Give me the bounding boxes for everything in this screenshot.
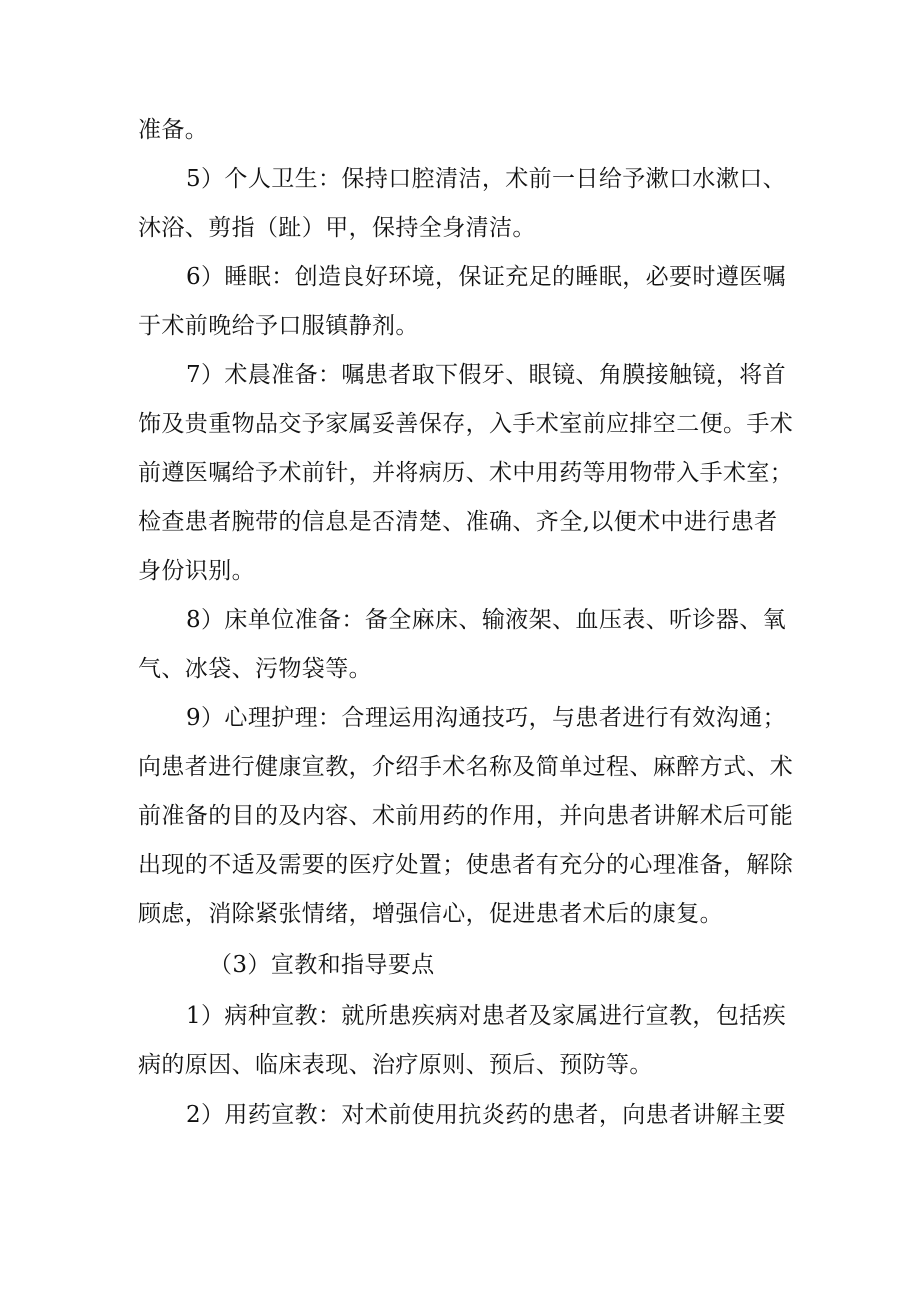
paragraph-line: 6）睡眠：创造良好环境，保证充足的睡眠，必要时遵医嘱 xyxy=(186,264,787,290)
paragraph-line: 1）病种宣教：就所患疾病对患者及家属进行宣教，包括疾 xyxy=(186,1003,787,1029)
paragraph-line: 于术前晚给予口服镇静剂。 xyxy=(138,313,419,339)
paragraph-line: 饰及贵重物品交予家属妥善保存，入手术室前应排空二便。手术 xyxy=(138,411,794,437)
paragraph-line: 7）术晨准备：嘱患者取下假牙、眼镜、角膜接触镜，将首 xyxy=(186,362,787,388)
paragraph-line: 身份识别。 xyxy=(138,558,255,584)
paragraph-line: 气、冰袋、污物袋等。 xyxy=(138,656,372,682)
paragraph-line: 准备。 xyxy=(138,117,209,143)
paragraph-line: 9）心理护理：合理运用沟通技巧，与患者进行有效沟通； xyxy=(186,705,787,731)
paragraph-line: 顾虑，消除紧张情绪，增强信心，促进患者术后的康复。 xyxy=(138,901,723,927)
paragraph-line: 8）床单位准备：备全麻床、输液架、血压表、听诊器、氧 xyxy=(186,607,787,633)
paragraph-line: 出现的不适及需要的医疗处置；使患者有充分的心理准备，解除 xyxy=(138,852,794,878)
paragraph-line: 5）个人卫生：保持口腔清洁，术前一日给予漱口水漱口、 xyxy=(186,166,787,192)
paragraph-line: 2）用药宣教：对术前使用抗炎药的患者，向患者讲解主要 xyxy=(186,1102,787,1128)
paragraph-line: 检查患者腕带的信息是否清楚、准确、齐全,以便术中进行患者 xyxy=(138,509,778,535)
paragraph-line: 沐浴、剪指（趾）甲，保持全身清洁。 xyxy=(138,215,536,241)
paragraph-line: 病的原因、临床表现、治疗原则、预后、预防等。 xyxy=(138,1052,653,1078)
paragraph-line: 前遵医嘱给予术前针，并将病历、术中用药等用物带入手术室； xyxy=(138,460,794,486)
section-heading: （3）宣教和指导要点 xyxy=(209,952,435,978)
paragraph-line: 前准备的目的及内容、术前用药的作用，并向患者讲解术后可能 xyxy=(138,803,794,829)
paragraph-line: 向患者进行健康宣教，介绍手术名称及简单过程、麻醉方式、术 xyxy=(138,754,794,780)
